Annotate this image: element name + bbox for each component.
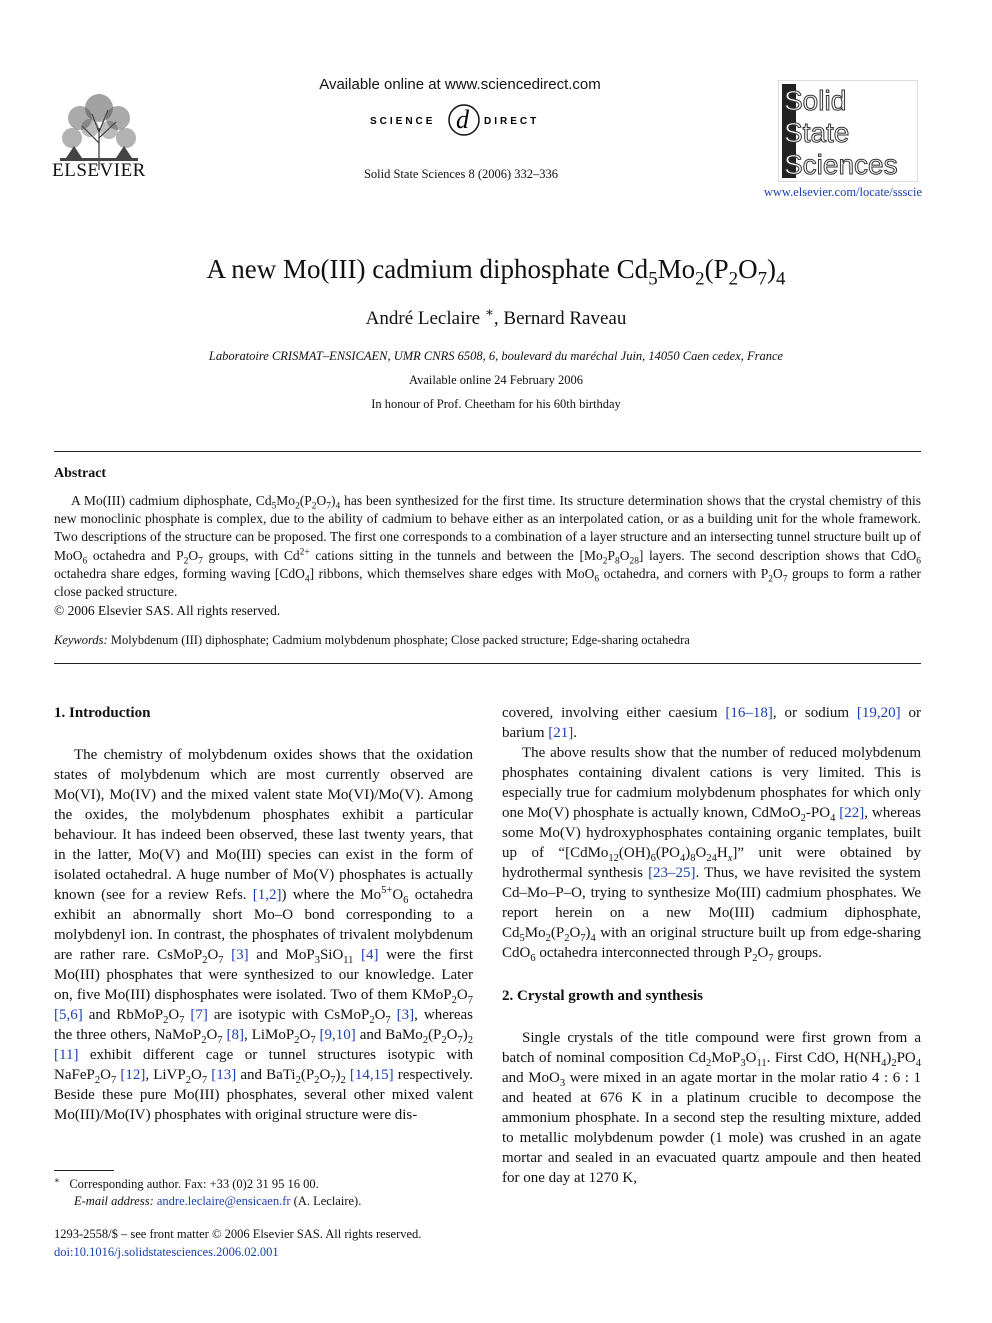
journal-logo xyxy=(778,80,918,182)
section-heading-introduction: 1. Introduction xyxy=(54,705,151,721)
dedication: In honour of Prof. Cheetham for his 60th birthday xyxy=(371,397,621,411)
title-text: A new Mo(III) cadmium diphosphate Cd xyxy=(206,254,649,284)
sd-left-text: SCIENCE xyxy=(370,116,436,127)
intro-paragraph: The chemistry of molybdenum oxides shows that the oxidation states of molybdenum which are most currently observed are Mo(VI), Mo(IV) and the mixed valent state Mo(VI)/Mo(V). Among the oxides, the molybdenum phosphates exhibit a particular behaviour. It has indeed been observed, these last twenty years, that in the latter, Mo(V) and Mo(III) species can exist in the form of isolated octahedral. A huge number of Mo(V) phosphates is actually known (see for a review Refs. [1,2]) where the $Mo^{5+}O_6$ octahedra exhibit an abnormally short Mo–O bond corresponding to a molybdenyl ion. In contrast, the phosphates of trivalent molybdenum are rather rare. $CsMoP_2O_7$ [3] and MoP$_3$SiO$_{11}$ [4] were the first Mo(III) phosphates that were synthesized to our knowledge. Later on, five Mo(III) disphosphates were isolated. Two of them $KMoP_2O_7$ [5,6] and $RbMoP_2O_7$ [7] are isotypic with $CsMoP_2O_7$ [3], whereas the three others, $NaMoP_2O_7$ [8], $LiMoP_2O_7$ [9,10] and $BaMo_2(P_2O_7)_2$ [11] exhibit different cage or tunnel structures isotypic with $NaFeP_2O_7$ [12], $LiVP_2O_7$ [13] and $BaTi_2(P_2O_7)_2$ [14,15] respectively. Beside these pure Mo(III) phosphates, several other mixed valent Mo(III)/Mo(IV) phosphates with original structure were dis- xyxy=(54,747,474,1123)
footnote-rule xyxy=(54,1170,114,1171)
doi-link[interactable]: doi:10.1016/j.solidstatesciences.2006.02.001 xyxy=(54,1245,279,1259)
publisher-name: ELSEVIER xyxy=(52,160,146,181)
intro-paragraph-2: The above results show that the number of reduced molybdenum phosphates containing divalent cations is very limited. This is especially true for cadmium molybdenum phosphates for which only one Mo(V) phosphate is actually known, $CdMoO_2-PO_4$ [22], whereas some Mo(V) hydroxyphosphates containing organic templates, built up of “$[CdMo_{12}(OH)_6(PO_4)_8O_{24}H_x]$” unit were obtained by hydrothermal synthesis [23–25]. Thus, we have revisited the system Cd–Mo–P–O, trying to synthesize Mo(III) cadmium phosphates. We report herein on a new Mo(III) cadmium diphosphate, $Cd_5Mo_2(P_2O_7)_4$ with an original structure built up from edge-sharing CdO$_6$ octahedra interconnected through $P_2O_7$ groups. xyxy=(502,745,922,964)
journal-logo-line-2: State xyxy=(784,117,850,148)
available-online-banner[interactable]: Available online at www.sciencedirect.com xyxy=(319,76,601,93)
ref-link[interactable]: [12] xyxy=(120,1067,146,1083)
corresponding-author-mark[interactable]: ∗ xyxy=(484,304,494,320)
footnote xyxy=(54,1176,473,1210)
abstract-text: A Mo(III) cadmium diphosphate, $Cd_5Mo_2(P_2O_7)_4$ has been synthesized for the first time. Its structure determination shows that the crystal chemistry of this new monoclinic phosphate is complex, due to the ability of cadmium to behave either as an interpolated cation, or as a building unit for the whole framework. Two descriptions of the structure can be proposed. The first one corresponds to a combination of a layer structure and an intersecting tunnel structure built up of MoO$_6$ octahedra and $P_2O_7$ groups, with $Cd^{2+}$ cations sitting in the tunnels and between the $[Mo_2P_8O_{28}]$ layers. The second description shows that CdO$_6$ octahedra share edges, forming waving [CdO$_4$] ribbons, which themselves share edges with MoO$_6$ octahedra, and corners with $P_2O_7$ groups to form a rather close packed structure. xyxy=(54,493,922,600)
email-label: E-mail address: xyxy=(74,1194,154,1208)
ref-link[interactable]: [4] xyxy=(361,947,379,963)
affiliation: Laboratoire CRISMAT–ENSICAEN, UMR CNRS 6508, 6, boulevard du maréchal Juin, 14050 Caen cedex, France xyxy=(208,349,784,363)
journal-reference: Solid State Sciences 8 (2006) 332–336 xyxy=(363,167,559,181)
keywords-label: Keywords: xyxy=(54,633,108,647)
ref-link[interactable]: [3] xyxy=(396,1007,415,1023)
ref-link[interactable]: [16–18] xyxy=(725,705,773,721)
author-leclaire[interactable]: André Leclaire xyxy=(365,308,481,329)
author-list xyxy=(60,304,932,330)
ref-link[interactable]: [11] xyxy=(54,1047,79,1063)
column-right xyxy=(502,703,921,1188)
column-left xyxy=(54,703,473,1125)
ref-link[interactable]: [23–25] xyxy=(648,865,696,881)
issn-line: 1293-2558/$ – see front matter © 2006 Elsevier SAS. All rights reserved. xyxy=(54,1227,422,1241)
sciencedirect-logo xyxy=(370,100,560,140)
footnote-text: Corresponding author. Fax: +33 (0)2 31 95 16 00. xyxy=(69,1177,319,1191)
available-date: Available online 24 February 2006 xyxy=(408,373,584,387)
journal-url-link[interactable]: www.elsevier.com/locate/ssscie xyxy=(763,185,922,199)
divider-bottom xyxy=(54,663,921,664)
ref-link[interactable]: [14,15] xyxy=(349,1067,394,1083)
abstract-copyright: © 2006 Elsevier SAS. All rights reserved. xyxy=(54,603,281,618)
intro-paragraph-cont: covered, involving either caesium [16–18], or sodium [19,20] or barium [21]. xyxy=(502,705,922,741)
keywords xyxy=(54,633,921,648)
ref-link[interactable]: [9,10] xyxy=(319,1027,356,1043)
abstract-heading: Abstract xyxy=(54,466,107,481)
footnote-line-2 xyxy=(54,1193,473,1210)
journal-logo-line-1: Solid xyxy=(784,85,847,116)
divider-top xyxy=(54,451,921,452)
email-suffix: (A. Leclaire). xyxy=(293,1194,362,1208)
ref-link[interactable]: [5,6] xyxy=(54,1007,83,1023)
keywords-list: Molybdenum (III) diphosphate; Cadmium molybdenum phosphate; Close packed structure; Edge-sharing octahedra xyxy=(110,633,690,647)
sd-right-text: DIRECT xyxy=(484,116,540,127)
journal-logo-line-3: Sciences xyxy=(784,149,898,180)
footnote-star: ∗ xyxy=(54,1174,60,1185)
section-heading-synthesis: 2. Crystal growth and synthesis xyxy=(502,988,703,1004)
ref-link[interactable]: [21] xyxy=(548,725,574,741)
article-title: A new Mo(III) cadmium diphosphate $Cd_5Mo_2(P_2O_7)_4$ xyxy=(206,254,786,290)
ref-link[interactable]: [22] xyxy=(839,805,865,821)
footnote-line-1 xyxy=(54,1176,473,1193)
ref-link[interactable]: [1,2] xyxy=(252,887,282,903)
synthesis-paragraph: Single crystals of the title compound were first grown from a batch of nominal composition $Cd_2MoP_3O_{11}$. First CdO, $H(NH_4)_2PO_4$ and MoO$_3$ were mixed in an agate mortar in the molar ratio 4 : 6 : 1 and heated at 676 K in a platinum crucible to decompose the ammonium phosphate. In a second step the resulting mixture, added to metallic molybdenum powder (1 mole) was crushed in an agate mortar and sealed in an evacuated quartz ampoule and then heated for one day at 1270 K, xyxy=(502,1030,922,1186)
ref-link[interactable]: [19,20] xyxy=(856,705,901,721)
front-matter xyxy=(54,1225,473,1261)
author-raveau: , Bernard Raveau xyxy=(493,308,627,329)
svg-text:d: d xyxy=(456,105,469,134)
ref-link[interactable]: [7] xyxy=(190,1007,208,1023)
ref-link[interactable]: [8] xyxy=(226,1027,245,1043)
email-link[interactable]: andre.leclaire@ensicaen.fr xyxy=(156,1194,291,1208)
ref-link[interactable]: [3] xyxy=(231,947,249,963)
ref-link[interactable]: [13] xyxy=(211,1067,237,1083)
